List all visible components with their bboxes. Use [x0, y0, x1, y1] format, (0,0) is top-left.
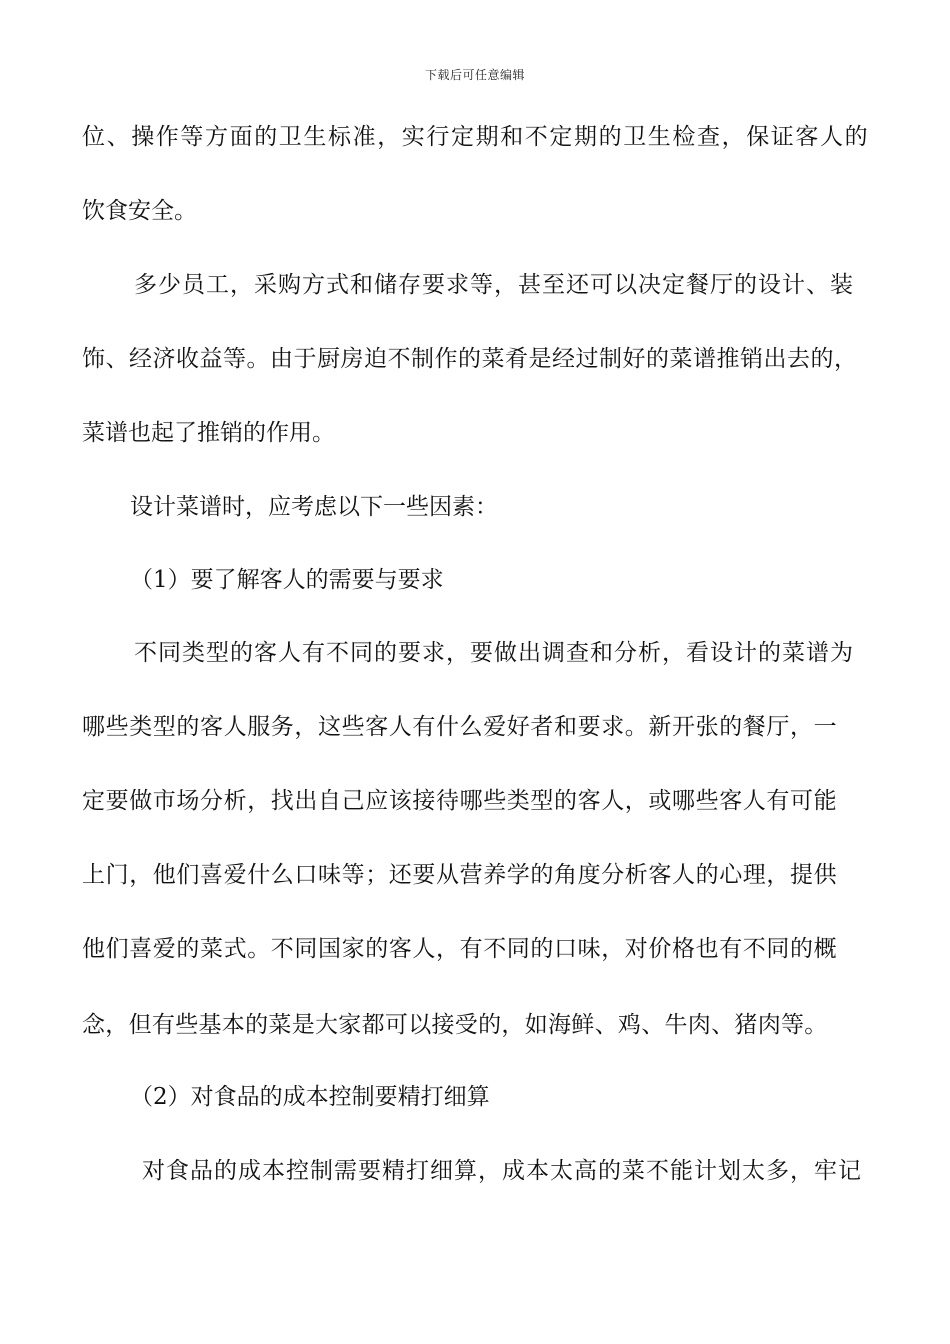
body-line: 念，但有些基本的菜是大家都可以接受的，如海鲜、鸡、牛肉、猪肉等。: [82, 1012, 828, 1038]
body-line: 菜谱也起了推销的作用。: [82, 420, 335, 446]
body-line: 上门，他们喜爱什么口味等；还要从营养学的角度分析客人的心理，提供: [82, 862, 838, 888]
section-heading-1: （1）要了解客人的需要与要求: [130, 567, 444, 593]
body-line: 定要做市场分析，找出自己应该接待哪些类型的客人，或哪些客人有可能: [82, 788, 838, 814]
body-line: 不同类型的客人有不同的要求，要做出调查和分析，看设计的菜谱为: [134, 640, 854, 666]
body-line: 位、操作等方面的卫生标准，实行定期和不定期的卫生检查，保证客人的: [82, 124, 870, 150]
body-line: 饮食安全。: [82, 198, 197, 224]
page-header: 下载后可任意编辑: [424, 68, 525, 82]
body-line: 设计菜谱时，应考虑以下一些因素：: [130, 494, 498, 520]
body-line: 饰、经济收益等。由于厨房迫不制作的菜肴是经过制好的菜谱推销出去的，: [82, 346, 858, 372]
body-line: 对食品的成本控制需要精打细算，成本太高的菜不能计划太多，牢记: [142, 1158, 862, 1184]
body-line: 哪些类型的客人服务，这些客人有什么爱好者和要求。新开张的餐厅，一: [82, 714, 838, 740]
section-heading-2: （2）对食品的成本控制要精打细算: [130, 1084, 490, 1110]
body-line: 多少员工，采购方式和储存要求等，甚至还可以决定餐厅的设计、装: [134, 272, 854, 298]
body-line: 他们喜爱的菜式。不同国家的客人，有不同的口味，对价格也有不同的概: [82, 936, 838, 962]
